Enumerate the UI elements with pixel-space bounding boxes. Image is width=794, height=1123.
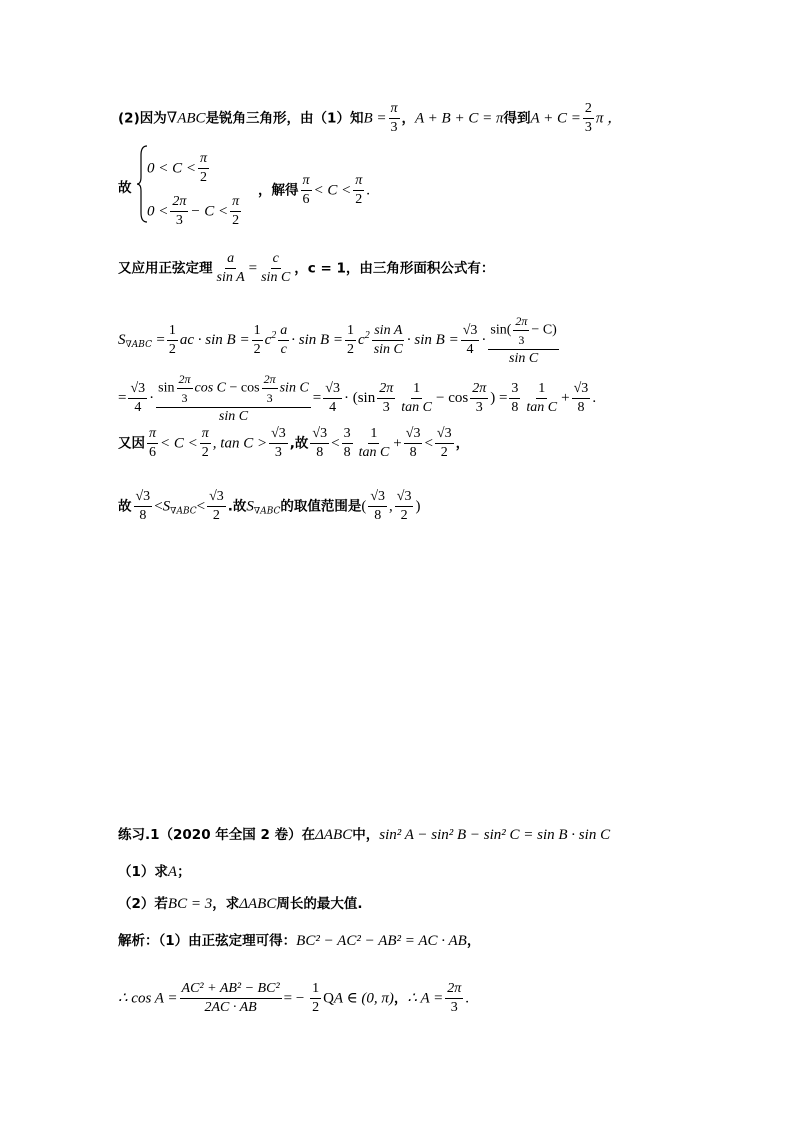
- dot-sinB2: · sin B =: [406, 332, 459, 348]
- c-between: < C <: [160, 435, 198, 452]
- open-paren: (: [361, 498, 367, 515]
- fraction-half: $\frac{1}{2}$: [168, 322, 176, 357]
- tanC-gt: , tan C >: [212, 435, 268, 452]
- part2-gu: [118, 178, 132, 198]
- a-in-range: A ∈ (0, π): [333, 990, 394, 1007]
- plus: +: [561, 390, 570, 406]
- fraction-sin-2pi3-c: sin( $\frac{2\pi}{3}$ − C) sin C: [490, 314, 557, 366]
- delta-abc2: ΔABC: [239, 896, 277, 912]
- area-sub: ∇ABC: [125, 340, 152, 350]
- fraction-2pi-3b: $\frac{2\pi}{3}$: [379, 380, 394, 415]
- sine-law-text: 又应用正弦定理: [118, 260, 213, 277]
- exercise-q1: [118, 862, 191, 882]
- fraction-sqrt3-8d: $\frac{√3}{8}$: [135, 489, 151, 523]
- case-1: [147, 150, 211, 187]
- equation-ac: A + C =: [530, 110, 581, 127]
- part2-line3: [118, 250, 494, 287]
- close-paren: ) =: [490, 390, 508, 406]
- equals: =: [248, 260, 258, 277]
- area-line2: [118, 370, 596, 426]
- triangle-symbol: ∇: [166, 110, 178, 127]
- fraction-sqrt3-8: $\frac{√3}{8}$: [573, 380, 589, 415]
- dot: ·: [481, 332, 487, 348]
- part2-label: (2)因为: [118, 110, 167, 127]
- gu-comma: ,故: [289, 435, 309, 452]
- exercise-q2: [118, 894, 362, 914]
- comma-sep: ,: [389, 498, 393, 515]
- fraction-2pi-3d: $\frac{2\pi}{3}$: [447, 981, 462, 1015]
- fraction-sqrt3-4c: $\frac{√3}{4}$: [325, 380, 340, 415]
- fraction-neg-half: $\frac{1}{2}$: [312, 981, 320, 1015]
- fraction-c-sinC: $\frac{c}{\text{sin C}}$: [261, 251, 291, 285]
- part2-line6: [118, 425, 469, 462]
- fraction-pi-3: $\frac{\pi}{3}$: [390, 101, 398, 135]
- fraction-1-tanC3: $\frac{1}{\text{tan C}}$: [358, 426, 390, 460]
- ac-sinB: ac · sin B =: [179, 332, 250, 348]
- period: .: [592, 390, 597, 406]
- period: .: [366, 182, 371, 199]
- q2-text: （2）若: [118, 896, 168, 912]
- fraction-sqrt3-2: $\frac{√3}{2}$: [436, 426, 452, 460]
- fraction-sqrt3-8c: $\frac{√3}{8}$: [405, 426, 421, 460]
- fraction-a-c: $\frac{a}{c}$: [280, 322, 288, 357]
- solution-text: 解析：（1）由正弦定理可得：: [118, 933, 297, 949]
- case2-start: 0 <: [147, 203, 169, 220]
- fraction-1-tanC2: $\frac{1}{\text{tan C}}$: [526, 380, 558, 415]
- exercise-title-text: 练习.1（2020 年全国 2 卷）在: [118, 827, 316, 843]
- fraction-expanded: sin $\frac{2\pi}{3}$ cos C − cos $\frac{2\pi}{3}$ sin C sin C: [158, 372, 309, 424]
- range-text: 的取值范围是: [280, 498, 362, 515]
- part2-line1: [118, 100, 622, 137]
- fraction-pi-2d: $\frac{\pi}{2}$: [201, 426, 209, 460]
- fraction-half3: $\frac{1}{2}$: [347, 322, 355, 357]
- fraction-2pi-3c: $\frac{2\pi}{3}$: [472, 380, 487, 415]
- lt: <: [196, 498, 206, 515]
- fraction-half2: $\frac{1}{2}$: [253, 322, 261, 357]
- fraction-sqrt3-8e: $\frac{√3}{8}$: [370, 489, 386, 523]
- fraction-pi-2: $\frac{\pi}{2}$: [200, 151, 208, 185]
- case1-text: 0 < C <: [147, 160, 196, 177]
- fraction-pi-6: $\frac{\pi}{6}$: [302, 173, 310, 207]
- comma: ，: [455, 435, 470, 452]
- q1-end: ；: [177, 864, 191, 880]
- period: .: [465, 990, 469, 1007]
- fraction-cosA: $\frac{\text{AC² + AB² − BC²}}{2AC \cdot AB}$: [181, 981, 280, 1015]
- case2-mid: − C <: [190, 203, 229, 220]
- fraction-sqrt3-2b: $\frac{√3}{2}$: [209, 489, 224, 523]
- gu2: 故: [118, 498, 132, 515]
- fraction-3-8: $\frac{3}{8}$: [511, 380, 519, 415]
- delta-abc: ΔABC: [315, 827, 353, 843]
- comma: ，: [401, 110, 416, 127]
- q2-mid: ，求: [212, 896, 240, 912]
- fraction-a-sinA: $\frac{a}{\text{sin A}}$: [216, 251, 245, 285]
- fraction-sqrt3-2c: $\frac{√3}{2}$: [396, 489, 412, 523]
- q2-eq: BC = 3: [167, 896, 213, 912]
- area-line1: [118, 312, 561, 368]
- equation-sum: A + B + C = π: [415, 110, 504, 127]
- fraction-pi-2c: $\frac{\pi}{2}$: [355, 173, 363, 207]
- fraction-1-tanC: $\frac{1}{\text{tan C}}$: [401, 380, 432, 415]
- dot-sinB: · sin B =: [291, 332, 344, 348]
- q-symbol: Q: [323, 990, 334, 1007]
- equation-b: B =: [363, 110, 387, 127]
- fraction-2pi-3: $\frac{2\pi}{3}$: [172, 194, 187, 228]
- fraction-sqrt3-3: $\frac{√3}{3}$: [271, 426, 286, 460]
- exercise-cosA: [118, 980, 469, 1017]
- part2-line7: [118, 488, 420, 525]
- equals: =: [312, 390, 322, 406]
- fraction-sqrt3-8b: $\frac{√3}{8}$: [312, 426, 328, 460]
- exercise-title: [118, 825, 610, 845]
- exercise-equation: sin² A − sin² B − sin² C = sin B · sin C: [379, 827, 611, 843]
- dot: ·: [149, 390, 155, 406]
- area-s2: S: [162, 498, 171, 515]
- therefore-cos: ∴ cos A =: [118, 990, 178, 1007]
- q2-end: 周长的最大值.: [276, 896, 363, 912]
- minus-cos: − cos: [435, 390, 469, 406]
- fraction-sinA-sinC: $\frac{\text{sin A}}{\text{sin C}}$: [373, 322, 403, 357]
- lt: <: [154, 498, 163, 515]
- lt: <: [331, 435, 340, 452]
- jiede-text: ，解得: [258, 182, 299, 199]
- c-range-mid: < C <: [313, 182, 352, 199]
- plus: +: [393, 435, 402, 452]
- area-formula-text: ，c = 1，由三角形面积公式有：: [294, 260, 495, 277]
- dot-paren: · (sin: [343, 390, 376, 406]
- text-segment: 是锐角三角形，由（1）知: [205, 110, 364, 127]
- text-mid: 中，: [352, 827, 380, 843]
- area-s3: S: [246, 498, 254, 515]
- q1-text: （1）求: [118, 864, 168, 880]
- solution-c-range: [258, 172, 370, 209]
- pi-suffix: π ，: [595, 110, 623, 127]
- gu-label: 故: [118, 180, 132, 196]
- gu3: .故: [227, 498, 247, 515]
- area-sub2: ∇ABC: [170, 506, 197, 517]
- comma: ，: [466, 933, 481, 949]
- comma: ，: [393, 990, 408, 1007]
- triangle-name: ABC: [177, 110, 206, 127]
- c-squared: $c^2$: [264, 330, 277, 348]
- equals: =: [118, 390, 127, 406]
- case-2: [147, 193, 243, 230]
- equals: =: [156, 332, 165, 348]
- q1-var: A: [167, 864, 178, 880]
- fraction-3-8b: $\frac{3}{8}$: [343, 426, 351, 460]
- area-s: S: [118, 332, 126, 348]
- solution-eq: BC² − AC² − AB² = AC · AB: [296, 933, 467, 949]
- equals-minus: = −: [283, 990, 309, 1007]
- therefore-a: ∴ A =: [407, 990, 444, 1007]
- you-yin: 又因: [118, 435, 145, 452]
- c-squared2: $c^2$: [358, 330, 370, 348]
- text-segment: 得到: [503, 110, 531, 127]
- area-sub3: ∇ABC: [253, 506, 281, 517]
- fraction-pi-2b: $\frac{\pi}{2}$: [232, 194, 240, 228]
- close-paren2: ): [415, 498, 421, 515]
- exercise-solution: [118, 931, 480, 951]
- fraction-sqrt3-4: $\frac{√3}{4}$: [462, 322, 478, 357]
- fraction-pi-6b: $\frac{\pi}{6}$: [149, 426, 157, 460]
- fraction-2-3: $\frac{2}{3}$: [584, 101, 592, 135]
- fraction-sqrt3-4b: $\frac{√3}{4}$: [130, 380, 146, 415]
- lt: <: [424, 435, 433, 452]
